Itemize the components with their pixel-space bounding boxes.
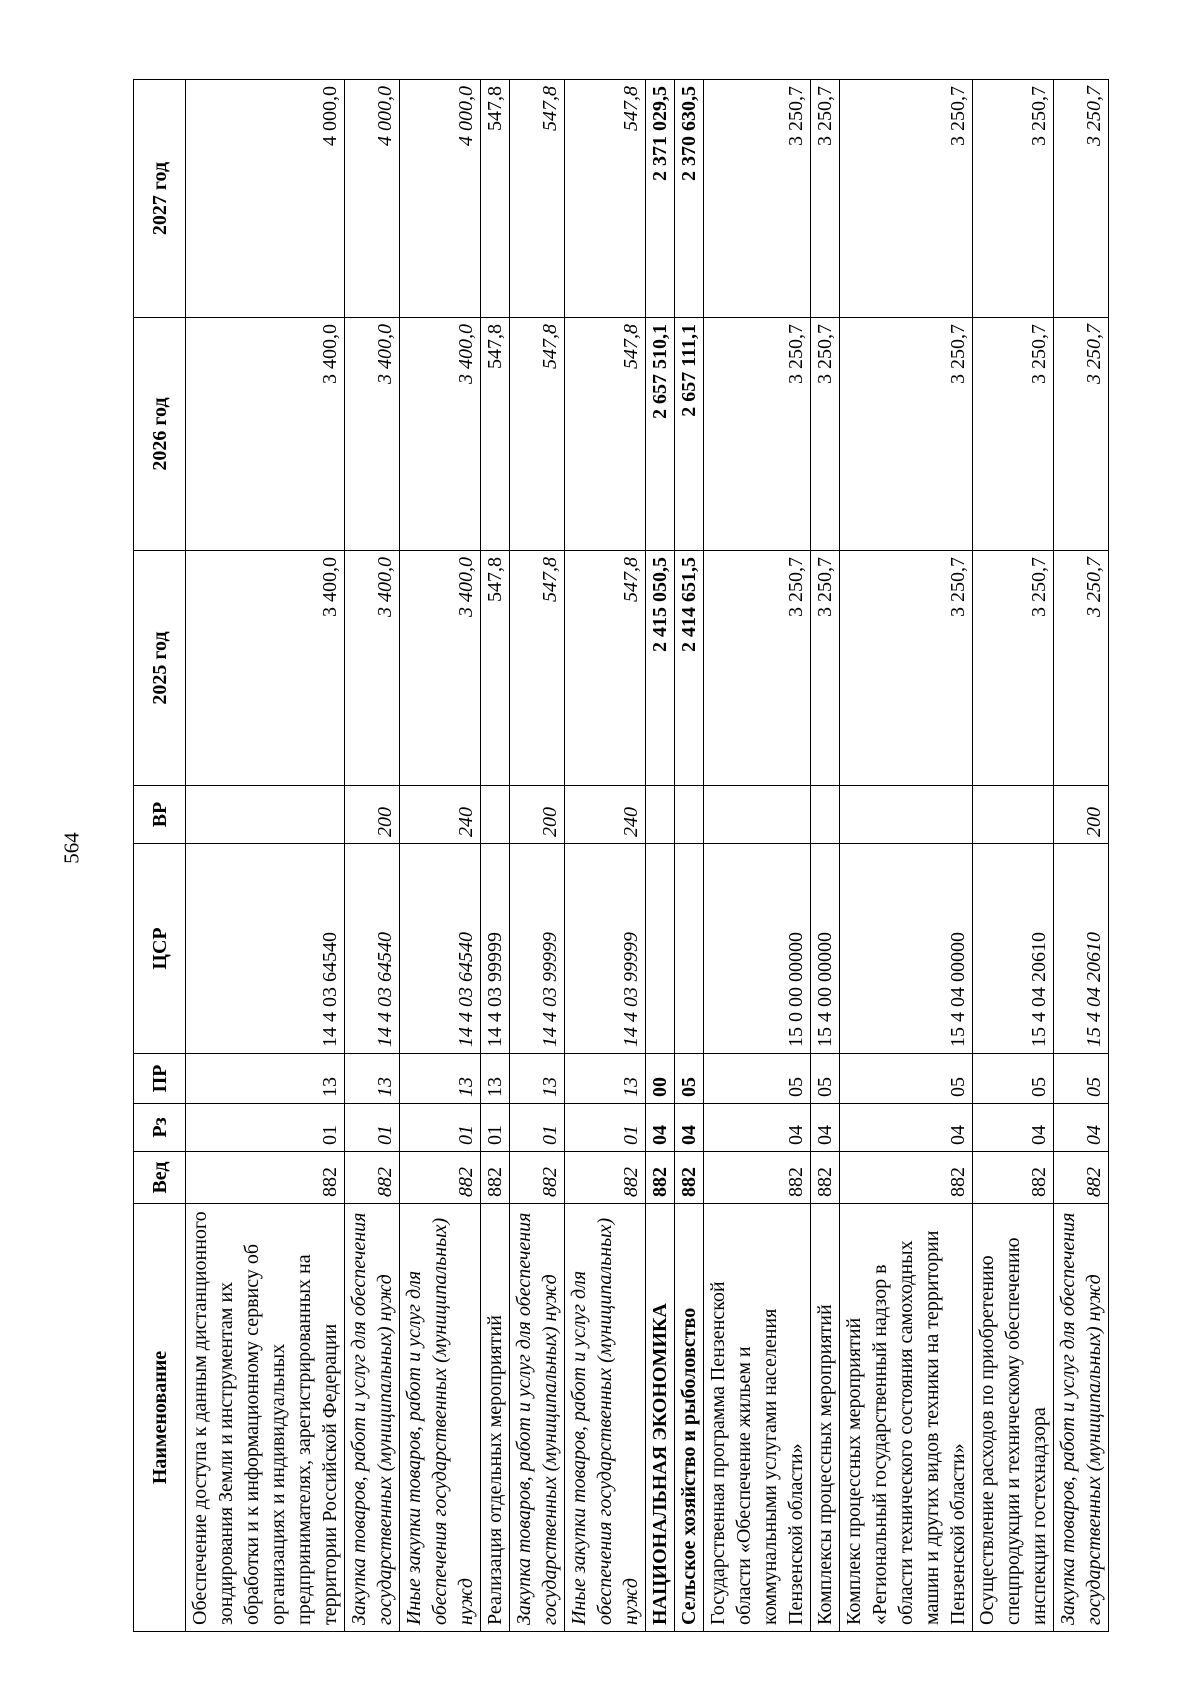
header-2027: 2027 год [134,80,186,318]
cell-rz: 04 [646,1104,675,1152]
cell-ved: 882 [481,1152,510,1204]
cell-2025: 3 400,0 [400,551,481,786]
cell-rz: 01 [510,1104,565,1152]
cell-rz: 01 [186,1104,345,1152]
cell-ved: 882 [1054,1152,1109,1204]
cell-2025: 547,8 [481,551,510,786]
cell-2026: 3 250,7 [840,318,973,551]
cell-pr: 05 [675,1054,704,1104]
cell-vr [675,786,704,844]
cell-pr: 05 [973,1054,1054,1104]
cell-rz: 01 [565,1104,646,1152]
cell-2026: 3 400,0 [400,318,481,551]
table-row [811,80,840,1632]
cell-name: Иные закупки товаров, работ и услуг для обеспечения государственных (муниципальных) нужд [400,1204,481,1632]
cell-vr [704,786,811,844]
cell-name: Обеспечение доступа к данным дистанционного зондирования Земли и инструментам их обработки и к информационному сервису об организациях и индивидуальных предпринимателях, зарегистрированных на территории Российской Федерации [186,1204,345,1632]
cell-2025: 3 250,7 [811,551,840,786]
table-row [481,80,510,1632]
cell-ved: 882 [973,1152,1054,1204]
cell-name: НАЦИОНАЛЬНАЯ ЭКОНОМИКА [646,1204,675,1632]
cell-pr: 13 [565,1054,646,1104]
table-row [704,80,811,1632]
cell-2026: 2 657 510,1 [646,318,675,551]
cell-2027: 4 000,0 [186,80,345,318]
cell-ved: 882 [345,1152,400,1204]
cell-2025: 3 250,7 [704,551,811,786]
cell-vr [646,786,675,844]
cell-pr: 05 [840,1054,973,1104]
header-pr: ПР [134,1054,186,1104]
cell-name: Государственная программа Пензенской области «Обеспечение жильем и коммунальными услугами населения Пензенской области» [704,1204,811,1632]
cell-2026: 2 657 111,1 [675,318,704,551]
table-row [510,80,565,1632]
cell-2026: 3 400,0 [186,318,345,551]
cell-2027: 4 000,0 [345,80,400,318]
cell-2025: 3 400,0 [186,551,345,786]
cell-ved: 882 [840,1152,973,1204]
cell-2025: 3 400,0 [345,551,400,786]
cell-2025: 3 250,7 [973,551,1054,786]
cell-csr: 15 4 04 20610 [1054,844,1109,1054]
cell-2025: 2 414 651,5 [675,551,704,786]
cell-2026: 3 250,7 [811,318,840,551]
cell-2026: 3 250,7 [704,318,811,551]
cell-pr: 00 [646,1054,675,1104]
cell-rz: 04 [1054,1104,1109,1152]
table-row [345,80,400,1632]
cell-pr: 13 [400,1054,481,1104]
cell-ved: 882 [186,1152,345,1204]
cell-csr: 15 4 04 00000 [840,844,973,1054]
cell-vr [973,786,1054,844]
cell-2025: 3 250,7 [1054,551,1109,786]
header-rz: Рз [134,1104,186,1152]
cell-rz: 01 [345,1104,400,1152]
cell-rz: 04 [811,1104,840,1152]
cell-name: Закупка товаров, работ и услуг для обеспечения государственных (муниципальных) нужд [510,1204,565,1632]
cell-2027: 547,8 [510,80,565,318]
cell-pr: 05 [1054,1054,1109,1104]
cell-2027: 3 250,7 [840,80,973,318]
cell-2027: 3 250,7 [704,80,811,318]
cell-2025: 547,8 [510,551,565,786]
cell-2025: 547,8 [565,551,646,786]
cell-csr: 15 4 04 20610 [973,844,1054,1054]
cell-vr: 200 [345,786,400,844]
cell-2027: 3 250,7 [1054,80,1109,318]
cell-2026: 547,8 [481,318,510,551]
cell-ved: 882 [704,1152,811,1204]
header-row [134,80,186,1632]
table-row [1054,80,1109,1632]
cell-csr: 14 4 03 64540 [186,844,345,1054]
cell-2026: 3 250,7 [1054,318,1109,551]
cell-vr: 200 [510,786,565,844]
table-row [840,80,973,1632]
budget-table [133,79,1109,1632]
cell-csr [646,844,675,1054]
cell-csr: 14 4 03 99999 [481,844,510,1054]
cell-pr: 13 [510,1054,565,1104]
cell-ved: 882 [811,1152,840,1204]
cell-csr: 14 4 03 64540 [400,844,481,1054]
cell-2027: 2 371 029,5 [646,80,675,318]
table-row [565,80,646,1632]
header-csr: ЦСР [134,844,186,1054]
cell-ved: 882 [565,1152,646,1204]
cell-name: Реализация отдельных мероприятий [481,1204,510,1632]
cell-name: Закупка товаров, работ и услуг для обеспечения государственных (муниципальных) нужд [1054,1204,1109,1632]
page-number: 564 [59,832,84,864]
header-vr: ВР [134,786,186,844]
cell-rz: 01 [400,1104,481,1152]
cell-csr: 14 4 03 99999 [510,844,565,1054]
cell-vr [811,786,840,844]
table-row [675,80,704,1632]
cell-vr: 200 [1054,786,1109,844]
header-2026: 2026 год [134,318,186,551]
cell-2026: 3 400,0 [345,318,400,551]
cell-2027: 3 250,7 [811,80,840,318]
cell-name: Иные закупки товаров, работ и услуг для обеспечения государственных (муниципальных) нужд [565,1204,646,1632]
cell-vr [186,786,345,844]
cell-pr: 13 [186,1054,345,1104]
table-row [400,80,481,1632]
header-name: Наименование [134,1204,186,1632]
table-row [646,80,675,1632]
cell-ved: 882 [675,1152,704,1204]
table-row [973,80,1054,1632]
cell-rz: 04 [675,1104,704,1152]
cell-vr [481,786,510,844]
cell-ved: 882 [646,1152,675,1204]
cell-csr: 15 0 00 00000 [704,844,811,1054]
cell-2025: 2 415 050,5 [646,551,675,786]
cell-name: Комплексы процессных мероприятий [811,1204,840,1632]
cell-2026: 3 250,7 [973,318,1054,551]
cell-pr: 05 [811,1054,840,1104]
cell-ved: 882 [400,1152,481,1204]
cell-ved: 882 [510,1152,565,1204]
cell-rz: 04 [973,1104,1054,1152]
rotated-table-container [133,80,1105,1632]
cell-csr [675,844,704,1054]
cell-2027: 3 250,7 [973,80,1054,318]
cell-2027: 4 000,0 [400,80,481,318]
cell-csr: 14 4 03 99999 [565,844,646,1054]
cell-2027: 547,8 [565,80,646,318]
cell-rz: 04 [704,1104,811,1152]
header-2025: 2025 год [134,551,186,786]
cell-2026: 547,8 [510,318,565,551]
cell-vr: 240 [565,786,646,844]
table-body [186,80,1109,1632]
cell-csr: 15 4 00 00000 [811,844,840,1054]
cell-name: Осуществление расходов по приобретению спецпродукции и техническому обеспечению инспекции гостехнадзора [973,1204,1054,1632]
cell-name: Закупка товаров, работ и услуг для обеспечения государственных (муниципальных) нужд [345,1204,400,1632]
cell-2025: 3 250,7 [840,551,973,786]
cell-2026: 547,8 [565,318,646,551]
cell-csr: 14 4 03 64540 [345,844,400,1054]
cell-2027: 547,8 [481,80,510,318]
cell-rz: 04 [840,1104,973,1152]
header-ved: Вед [134,1152,186,1204]
cell-name: Комплекс процессных мероприятий «Региональный государственный надзор в области технического состояния самоходных машин и других видов техники на территории Пензенской области» [840,1204,973,1632]
cell-vr: 240 [400,786,481,844]
cell-2027: 2 370 630,5 [675,80,704,318]
cell-rz: 01 [481,1104,510,1152]
cell-vr [840,786,973,844]
cell-pr: 13 [481,1054,510,1104]
table-row [186,80,345,1632]
cell-name: Сельское хозяйство и рыболовство [675,1204,704,1632]
cell-pr: 05 [704,1054,811,1104]
cell-pr: 13 [345,1054,400,1104]
